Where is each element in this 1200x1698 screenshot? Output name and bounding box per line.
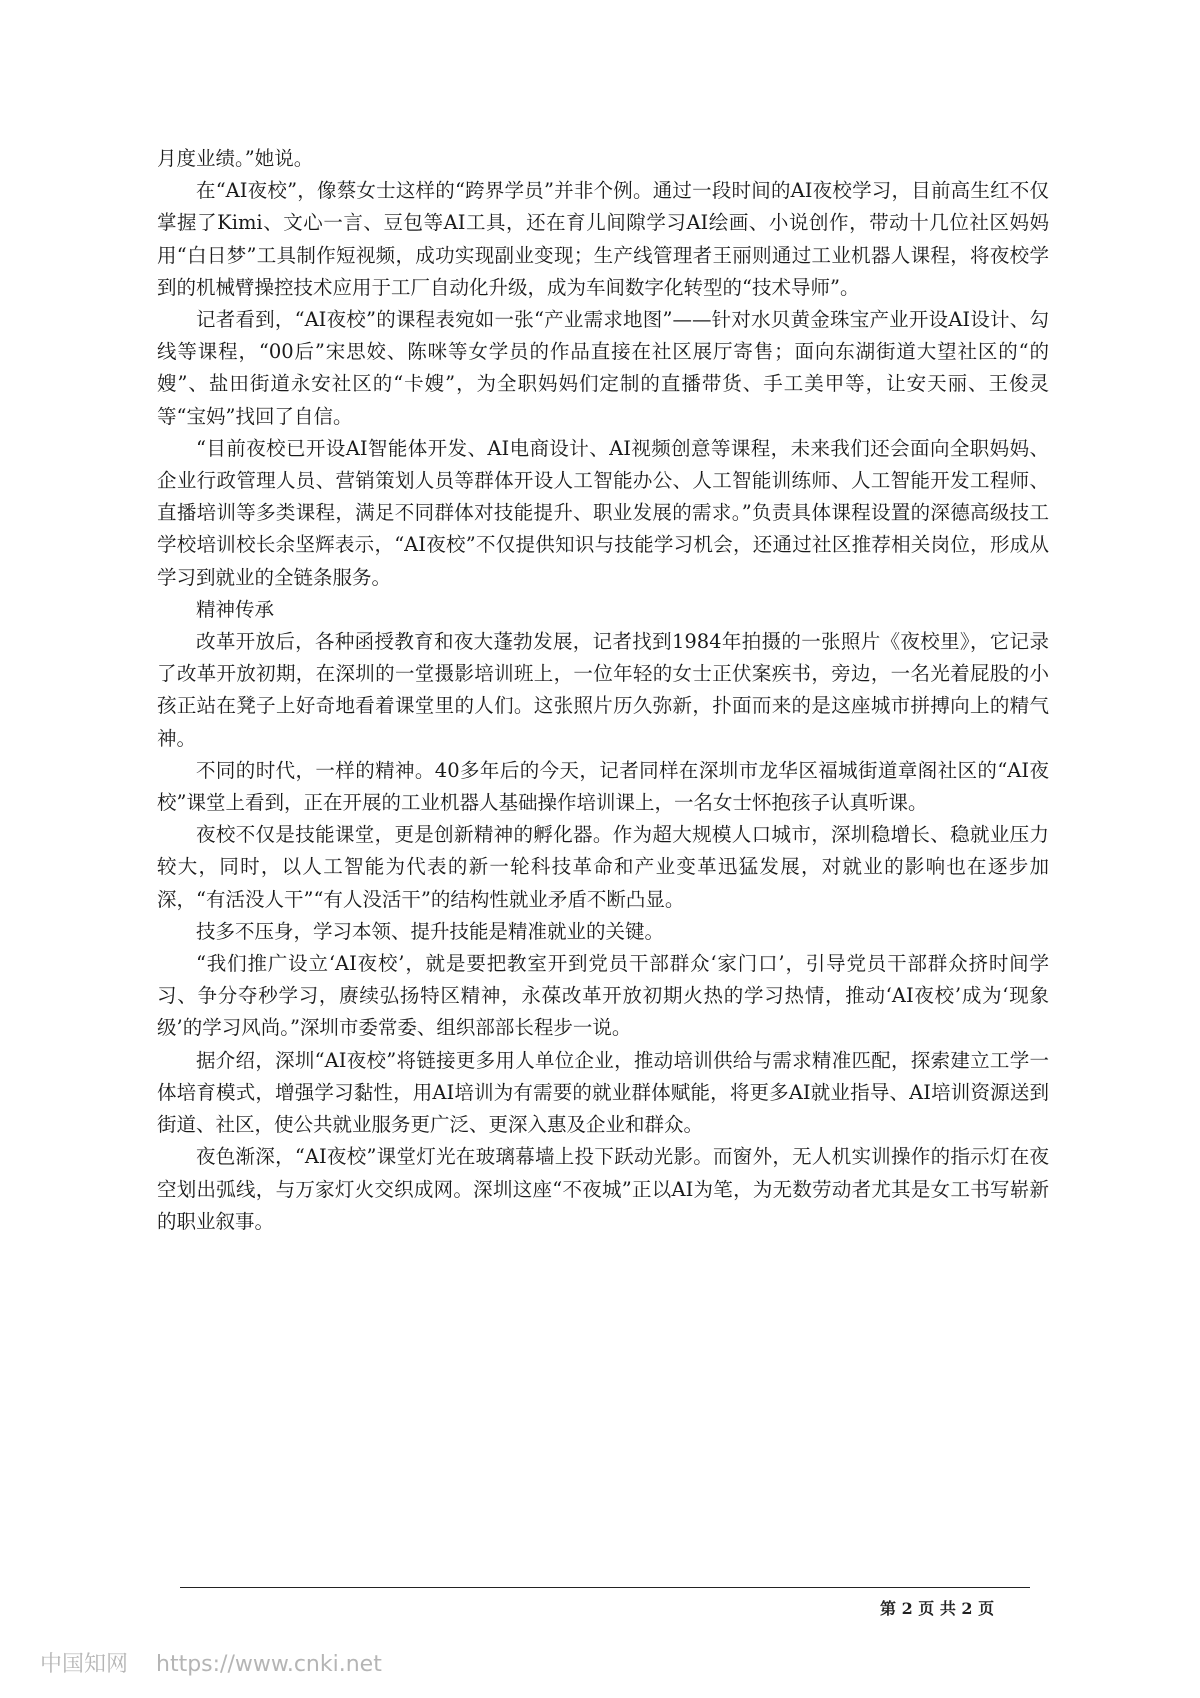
footer-divider [180, 1587, 1030, 1588]
paragraph-innovation-incubator: 夜校不仅是技能课堂，更是创新精神的孵化器。作为超大规模人口城市，深圳稳增长、稳就业压力较大，同时，以人工智能为代表的新一轮科技革命和产业变革迅猛发展，对就业的影响也在逐步加深，“有活没人干”“有人没活干”的结构性就业矛盾不断凸显。 [157, 823, 1049, 911]
paragraph-closing: 夜色渐深，“AI夜校”课堂灯光在玻璃幕墙上投下跃动光影。而窗外，无人机实训操作的指示灯在夜空划出弧线，与万家灯火交织成网。深圳这座“不夜城”正以AI为笔，为无数劳动者尤其是女工书写崭新的职业叙事。 [157, 1145, 1049, 1233]
paragraph-official-quote: “我们推广设立‘AI夜校’，就是要把教室开到党员干部群众‘家门口’，引导党员干部群众挤时间学习、争分夺秒学习，赓续弘扬特区精神，永葆改革开放初期火热的学习热情，推动‘AI夜校’成为‘现象级’的学习风尚。”深圳市委常委、组织部部长程步一说。 [157, 952, 1049, 1040]
paragraph-same-spirit: 不同的时代，一样的精神。40多年后的今天，记者同样在深圳市龙华区福城街道章阁社区的“AI夜校”课堂上看到，正在开展的工业机器人基础操作培训课上，一名女士怀抱孩子认真听课。 [157, 758, 1049, 815]
paragraph-course-map: 记者看到，“AI夜校”的课程表宛如一张“产业需求地图”——针对水贝黄金珠宝产业开设AI设计、勾线等课程，“00后”宋思姣、陈咪等女学员的作品直接在社区展厅寄售；面向东湖街道大望社区的“的嫂”、盐田街道永安社区的“卡嫂”，为全职妈妈们定制的直播带货、手工美甲等，让安天丽、王俊灵等“宝妈”找回了自信。 [157, 308, 1049, 428]
paragraph-continuation: 月度业绩。”她说。 [157, 147, 314, 170]
paragraph-reform-history: 改革开放后，各种函授教育和夜大蓬勃发展，记者找到1984年拍摄的一张照片《夜校里》，它记录了改革开放初期，在深圳的一堂摄影培训班上，一位年轻的女士正伏案疾书，旁边，一名光着屁股的小孩正站在凳子上好奇地看着课堂里的人们。这张照片历久弥新，扑面而来的是这座城市拼搏向上的精气神。 [157, 630, 1049, 750]
watermark-brand: 中国知网 [40, 1652, 129, 1677]
paragraph-skills-key: 技多不压身，学习本领、提升技能是精准就业的关键。 [196, 919, 665, 943]
paragraph-course-plans: “目前夜校已开设AI智能体开发、AI电商设计、AI视频创意等课程，未来我们还会面向全职妈妈、企业行政管理人员、营销策划人员等群体开设人工智能办公、人工智能训练师、人工智能开发工程师、直播培训等多类课程，满足不同群体对技能提升、职业发展的需求。”负责具体课程设置的深德高级技工学校培训校长余坚辉表示，“AI夜校”不仅提供知识与技能学习机会，还通过社区推荐相关岗位，形成从学习到就业的全链条服务。 [157, 436, 1049, 589]
article-body [157, 143, 1049, 1238]
paragraph-future-plans: 据介绍，深圳“AI夜校”将链接更多用人单位企业，推动培训供给与需求精准匹配，探索建立工学一体培育模式，增强学习黏性，用AI培训为有需要的就业群体赋能，将更多AI就业指导、AI培训资源送到街道、社区，使公共就业服务更广泛、更深入惠及企业和群众。 [157, 1048, 1049, 1137]
section-heading: 精神传承 [196, 597, 275, 621]
watermark-url[interactable]: https://www.cnki.net [156, 1652, 382, 1677]
paragraph-cross-border-students: 在“AI夜校”，像蔡女士这样的“跨界学员”并非个例。通过一段时间的AI夜校学习，目前高生红不仅掌握了Kimi、文心一言、豆包等AI工具，还在育儿间隙学习AI绘画、小说创作，带动十几位社区妈妈用“白日梦”工具制作短视频，成功实现副业变现；生产线管理者王丽则通过工业机器人课程，将夜校学到的机械臂操控技术应用于工厂自动化升级，成为车间数字化转型的“技术导师”。 [157, 179, 1049, 299]
page-number: 第 2 页 共 2 页 [880, 1599, 995, 1618]
cnki-watermark [40, 1651, 382, 1679]
